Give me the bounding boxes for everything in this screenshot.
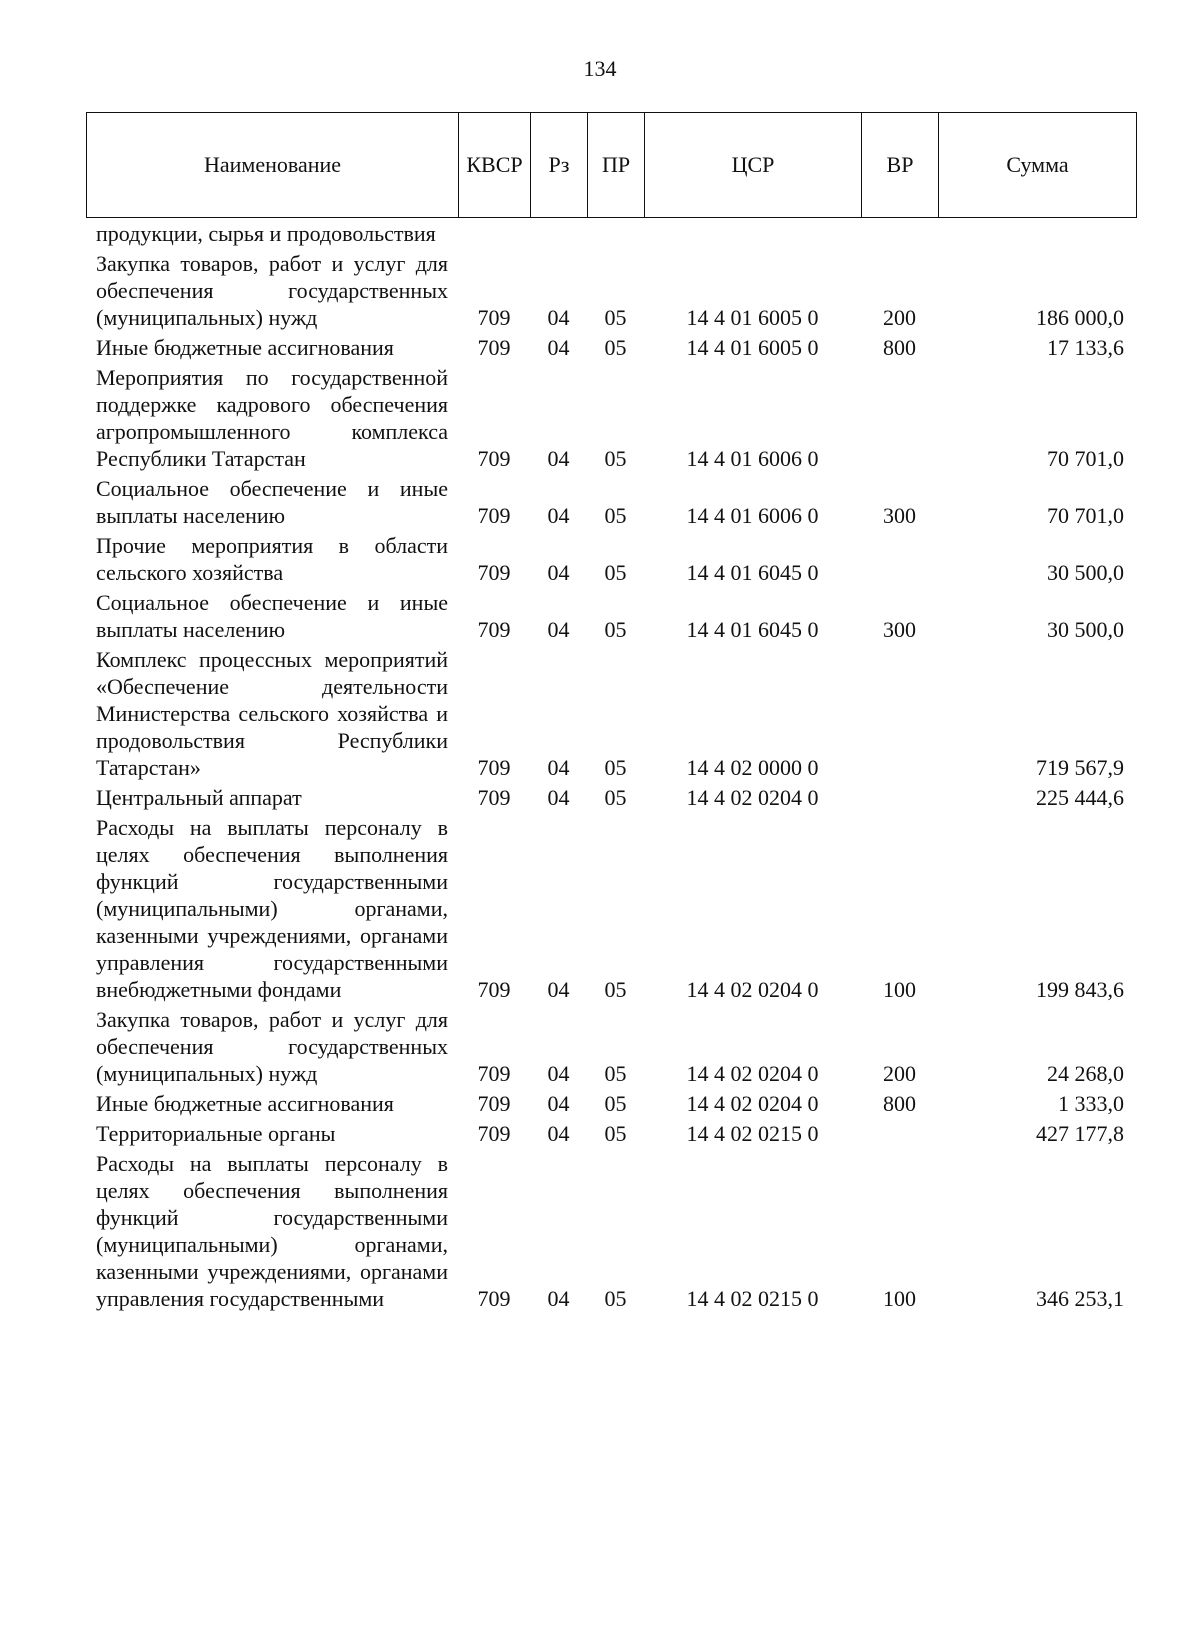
header-rz: Рз	[531, 113, 588, 218]
cell-csr: 14 4 01 6005 0	[686, 335, 819, 360]
header-name: Наименование	[87, 113, 459, 218]
cell-pr	[587, 220, 644, 250]
cell-sum: 346 253,1	[1036, 1286, 1124, 1311]
cell-name: Территориальные органы	[96, 1121, 336, 1146]
cell-vr: 200	[883, 305, 916, 330]
cell-rz: 04	[547, 503, 570, 528]
cell-sum: 186 000,0	[1036, 305, 1124, 330]
table-row	[86, 1150, 1136, 1315]
cell-kvsr: 709	[477, 785, 511, 810]
table-row	[86, 364, 1136, 475]
table-row	[86, 814, 1136, 1006]
budget-table	[86, 220, 1136, 1315]
cell-name: Расходы на выплаты персоналу в целях обеспечения выполнения функций государственными (муниципальными) органами, казенными учреждениями, органами управления государственными внебюджетными фондами	[96, 815, 448, 1002]
cell-sum	[938, 220, 1136, 250]
cell-kvsr: 709	[477, 335, 511, 360]
cell-kvsr: 709	[477, 503, 511, 528]
cell-pr: 05	[604, 560, 627, 585]
cell-vr	[861, 784, 938, 814]
cell-vr: 100	[883, 977, 916, 1002]
table-row	[86, 220, 1136, 250]
cell-rz: 04	[547, 1121, 570, 1146]
cell-csr: 14 4 02 0204 0	[686, 1091, 819, 1116]
cell-vr	[861, 364, 938, 475]
cell-kvsr: 709	[477, 1121, 511, 1146]
table-row	[86, 1090, 1136, 1120]
table-row	[86, 334, 1136, 364]
cell-name: Иные бюджетные ассигнования	[96, 335, 394, 360]
cell-pr: 05	[604, 1091, 627, 1116]
cell-vr: 200	[883, 1061, 916, 1086]
cell-rz: 04	[547, 1061, 570, 1086]
cell-csr: 14 4 02 0215 0	[686, 1286, 819, 1311]
header-pr: ПР	[588, 113, 645, 218]
header-kvsr: КВСР	[459, 113, 531, 218]
cell-kvsr: 709	[477, 1061, 511, 1086]
cell-name: Социальное обеспечение и иные выплаты населению	[96, 476, 448, 528]
cell-sum: 70 701,0	[1047, 503, 1124, 528]
header-csr: ЦСР	[645, 113, 862, 218]
cell-vr	[861, 646, 938, 784]
cell-kvsr: 709	[477, 305, 511, 330]
cell-rz: 04	[547, 755, 570, 780]
cell-name: Прочие мероприятия в области сельского хозяйства	[96, 533, 448, 585]
cell-vr: 300	[883, 503, 916, 528]
table-row	[86, 784, 1136, 814]
cell-pr: 05	[604, 1286, 627, 1311]
cell-name: Мероприятия по государственной поддержке кадрового обеспечения агропромышленного комплекса Республики Татарстан	[96, 365, 448, 471]
cell-name: Комплекс процессных мероприятий «Обеспечение деятельности Министерства сельского хозяйства и продовольствия Республики Татарстан»	[96, 647, 448, 780]
cell-csr: 14 4 01 6006 0	[686, 503, 819, 528]
table-row	[86, 250, 1136, 334]
cell-name: Закупка товаров, работ и услуг для обеспечения государственных (муниципальных) нужд	[96, 251, 448, 330]
cell-vr	[861, 1120, 938, 1150]
cell-rz: 04	[547, 560, 570, 585]
cell-sum: 719 567,9	[1036, 755, 1124, 780]
cell-vr	[861, 220, 938, 250]
cell-vr: 100	[883, 1286, 916, 1311]
cell-pr: 05	[604, 977, 627, 1002]
cell-kvsr: 709	[477, 977, 511, 1002]
cell-rz: 04	[547, 1286, 570, 1311]
cell-rz: 04	[547, 335, 570, 360]
cell-pr: 05	[604, 446, 627, 471]
cell-kvsr	[458, 220, 530, 250]
cell-vr: 800	[883, 335, 916, 360]
cell-pr: 05	[604, 785, 627, 810]
cell-pr: 05	[604, 1121, 627, 1146]
cell-csr: 14 4 02 0204 0	[686, 785, 819, 810]
cell-csr: 14 4 01 6045 0	[686, 560, 819, 585]
cell-pr: 05	[604, 617, 627, 642]
cell-rz: 04	[547, 446, 570, 471]
cell-csr: 14 4 01 6045 0	[686, 617, 819, 642]
table-row	[86, 475, 1136, 532]
cell-sum: 1 333,0	[1058, 1091, 1124, 1116]
cell-sum: 24 268,0	[1047, 1061, 1124, 1086]
cell-vr: 300	[883, 617, 916, 642]
header-sum: Сумма	[939, 113, 1137, 218]
cell-csr	[644, 220, 861, 250]
cell-csr: 14 4 02 0204 0	[686, 977, 819, 1002]
cell-name: Социальное обеспечение и иные выплаты населению	[96, 590, 448, 642]
cell-csr: 14 4 02 0204 0	[686, 1061, 819, 1086]
cell-sum: 70 701,0	[1047, 446, 1124, 471]
cell-sum: 427 177,8	[1036, 1121, 1124, 1146]
cell-sum: 17 133,6	[1047, 335, 1124, 360]
table-row	[86, 1006, 1136, 1090]
cell-rz	[530, 220, 587, 250]
cell-pr: 05	[604, 1061, 627, 1086]
cell-vr	[861, 532, 938, 589]
table-row	[86, 1120, 1136, 1150]
cell-kvsr: 709	[477, 446, 511, 471]
cell-csr: 14 4 02 0215 0	[686, 1121, 819, 1146]
cell-kvsr: 709	[477, 755, 511, 780]
cell-rz: 04	[547, 305, 570, 330]
cell-kvsr: 709	[477, 1286, 511, 1311]
header-vr: ВР	[862, 113, 939, 218]
table-row	[86, 646, 1136, 784]
cell-kvsr: 709	[477, 1091, 511, 1116]
cell-name: Иные бюджетные ассигнования	[96, 1091, 394, 1116]
page-number: 134	[583, 56, 617, 81]
cell-sum: 30 500,0	[1047, 560, 1124, 585]
cell-csr: 14 4 01 6005 0	[686, 305, 819, 330]
cell-sum: 225 444,6	[1036, 785, 1124, 810]
cell-name: Расходы на выплаты персоналу в целях обеспечения выполнения функций государственными (муниципальными) органами, казенными учреждениями, органами управления государственными	[96, 1151, 448, 1311]
cell-pr: 05	[604, 755, 627, 780]
cell-pr: 05	[604, 503, 627, 528]
cell-kvsr: 709	[477, 560, 511, 585]
cell-vr: 800	[883, 1091, 916, 1116]
table-row	[86, 589, 1136, 646]
cell-sum: 30 500,0	[1047, 617, 1124, 642]
cell-name: Закупка товаров, работ и услуг для обеспечения государственных (муниципальных) нужд	[96, 1007, 448, 1086]
cell-name: Центральный аппарат	[96, 785, 302, 810]
cell-pr: 05	[604, 335, 627, 360]
cell-pr: 05	[604, 305, 627, 330]
cell-sum: 199 843,6	[1036, 977, 1124, 1002]
cell-kvsr: 709	[477, 617, 511, 642]
cell-rz: 04	[547, 785, 570, 810]
cell-csr: 14 4 02 0000 0	[686, 755, 819, 780]
table-header	[86, 112, 1137, 218]
cell-name: продукции, сырья и продовольствия	[96, 221, 436, 246]
table-row	[86, 532, 1136, 589]
cell-rz: 04	[547, 617, 570, 642]
cell-rz: 04	[547, 977, 570, 1002]
cell-csr: 14 4 01 6006 0	[686, 446, 819, 471]
cell-rz: 04	[547, 1091, 570, 1116]
